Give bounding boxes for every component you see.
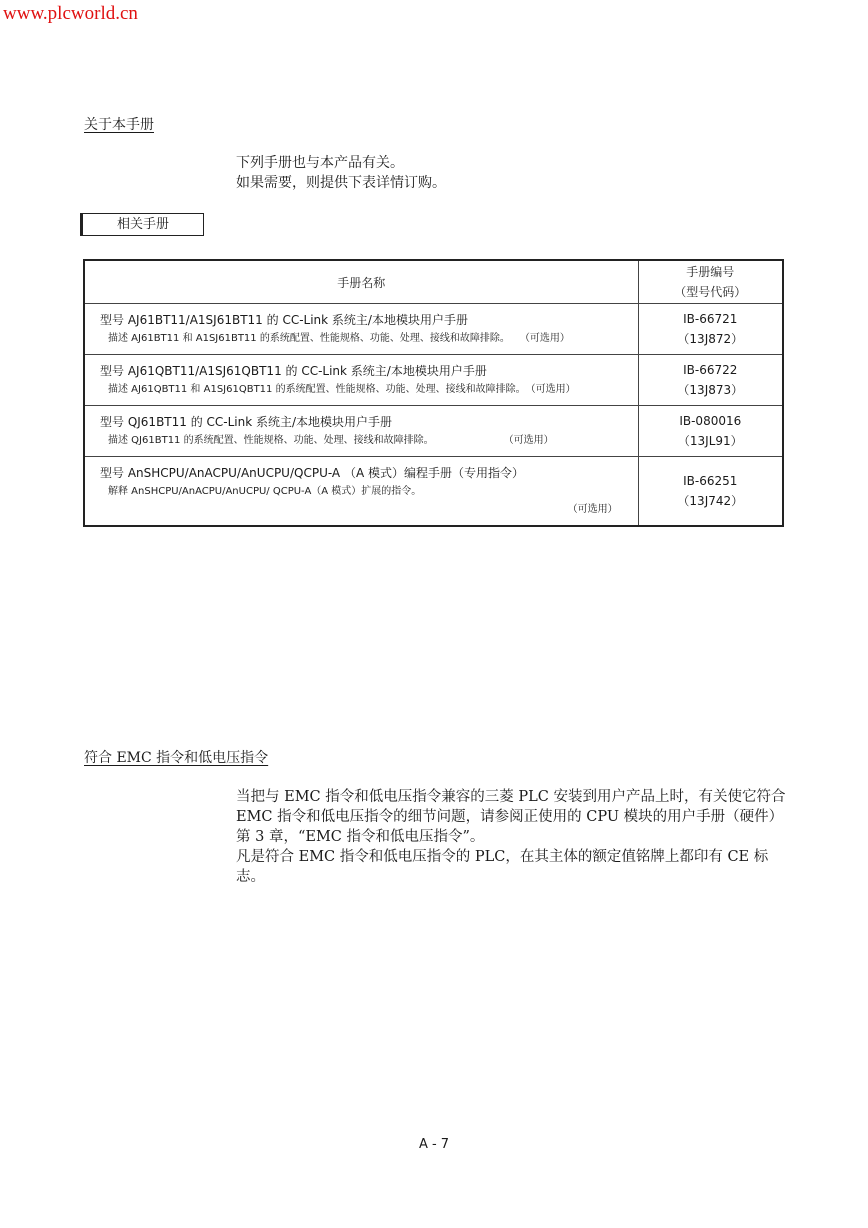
manual-optional-note: （可选用） xyxy=(567,504,618,515)
manual-code: IB-66722 xyxy=(683,363,738,377)
emc-paragraph-1: 当把与 EMC 指令和低电压指令兼容的三菱 PLC 安装到用户产品上时，有关使它符合 EMC 指令和低电压指令的细节问题，请参阅正使用的 CPU 模块的用户手册（硬件）第 3 章，“EMC 指令和低电压指令”。 xyxy=(236,789,786,845)
manual-code-cell xyxy=(638,406,783,457)
table-row xyxy=(84,355,783,406)
manual-name-cell xyxy=(84,406,638,457)
watermark-link[interactable]: www.plcworld.cn xyxy=(3,3,138,24)
manual-title: 型号 QJ61BT11 的 CC-Link 系统主/本地模块用户手册 xyxy=(100,415,393,429)
emc-paragraph-2: 凡是符合 EMC 指令和低电压指令的 PLC，在其主体的额定值铭牌上都印有 CE 标志。 xyxy=(236,849,769,885)
manual-model-code: （13J872） xyxy=(677,332,744,346)
manual-code-cell xyxy=(638,457,783,527)
manual-description: 描述 QJ61BT11 的系统配置、性能规格、功能、处理、接线和故障排除。 （可选用） xyxy=(108,435,554,446)
table-row xyxy=(84,304,783,355)
table-row xyxy=(84,457,783,527)
related-manuals-table xyxy=(83,259,784,527)
table-header-row xyxy=(84,260,783,304)
manual-code: IB-080016 xyxy=(679,414,742,428)
manual-code-cell xyxy=(638,304,783,355)
manual-title: 型号 AJ61QBT11/A1SJ61QBT11 的 CC-Link 系统主/本地模块用户手册 xyxy=(100,364,487,378)
header-code-line-2: （型号代码） xyxy=(674,285,747,299)
emc-heading: 符合 EMC 指令和低电压指令 xyxy=(84,750,269,766)
about-manual-text xyxy=(236,153,786,193)
about-line-2: 如果需要，则提供下表详情订购。 xyxy=(236,175,446,191)
emc-text xyxy=(236,787,786,887)
table-row xyxy=(84,406,783,457)
about-manual-heading: 关于本手册 xyxy=(84,117,154,133)
manual-title: 型号 AJ61BT11/A1SJ61BT11 的 CC-Link 系统主/本地模块用户手册 xyxy=(100,313,468,327)
manual-description: 描述 AJ61QBT11 和 A1SJ61QBT11 的系统配置、性能规格、功能、处理、接线和故障排除。 （可选用） xyxy=(108,384,576,395)
manual-code: IB-66721 xyxy=(683,312,738,326)
manual-description: 描述 AJ61BT11 和 A1SJ61BT11 的系统配置、性能规格、功能、处理、接线和故障排除。 （可选用） xyxy=(108,333,570,344)
manual-code: IB-66251 xyxy=(683,474,738,488)
header-code-line-1: 手册编号 xyxy=(686,265,735,279)
header-manual-name: 手册名称 xyxy=(84,260,638,304)
manual-title: 型号 AnSHCPU/AnACPU/AnUCPU/QCPU-A （A 模式）编程手册（专用指令） xyxy=(100,466,524,480)
related-manuals-label: 相关手册 xyxy=(80,213,204,236)
manual-name-cell xyxy=(84,457,638,527)
manual-model-code: （13J873） xyxy=(677,383,744,397)
about-line-1: 下列手册也与本产品有关。 xyxy=(236,155,404,171)
manual-name-cell xyxy=(84,304,638,355)
manual-code-cell xyxy=(638,355,783,406)
header-manual-code xyxy=(638,260,783,304)
manual-model-code: （13JL91） xyxy=(677,434,743,448)
manual-name-cell xyxy=(84,355,638,406)
manual-model-code: （13J742） xyxy=(677,494,744,508)
manual-description: 解释 AnSHCPU/AnACPU/AnUCPU/ QCPU-A（A 模式）扩展的指令。 xyxy=(108,486,422,497)
page-number: A - 7 xyxy=(418,1137,450,1152)
